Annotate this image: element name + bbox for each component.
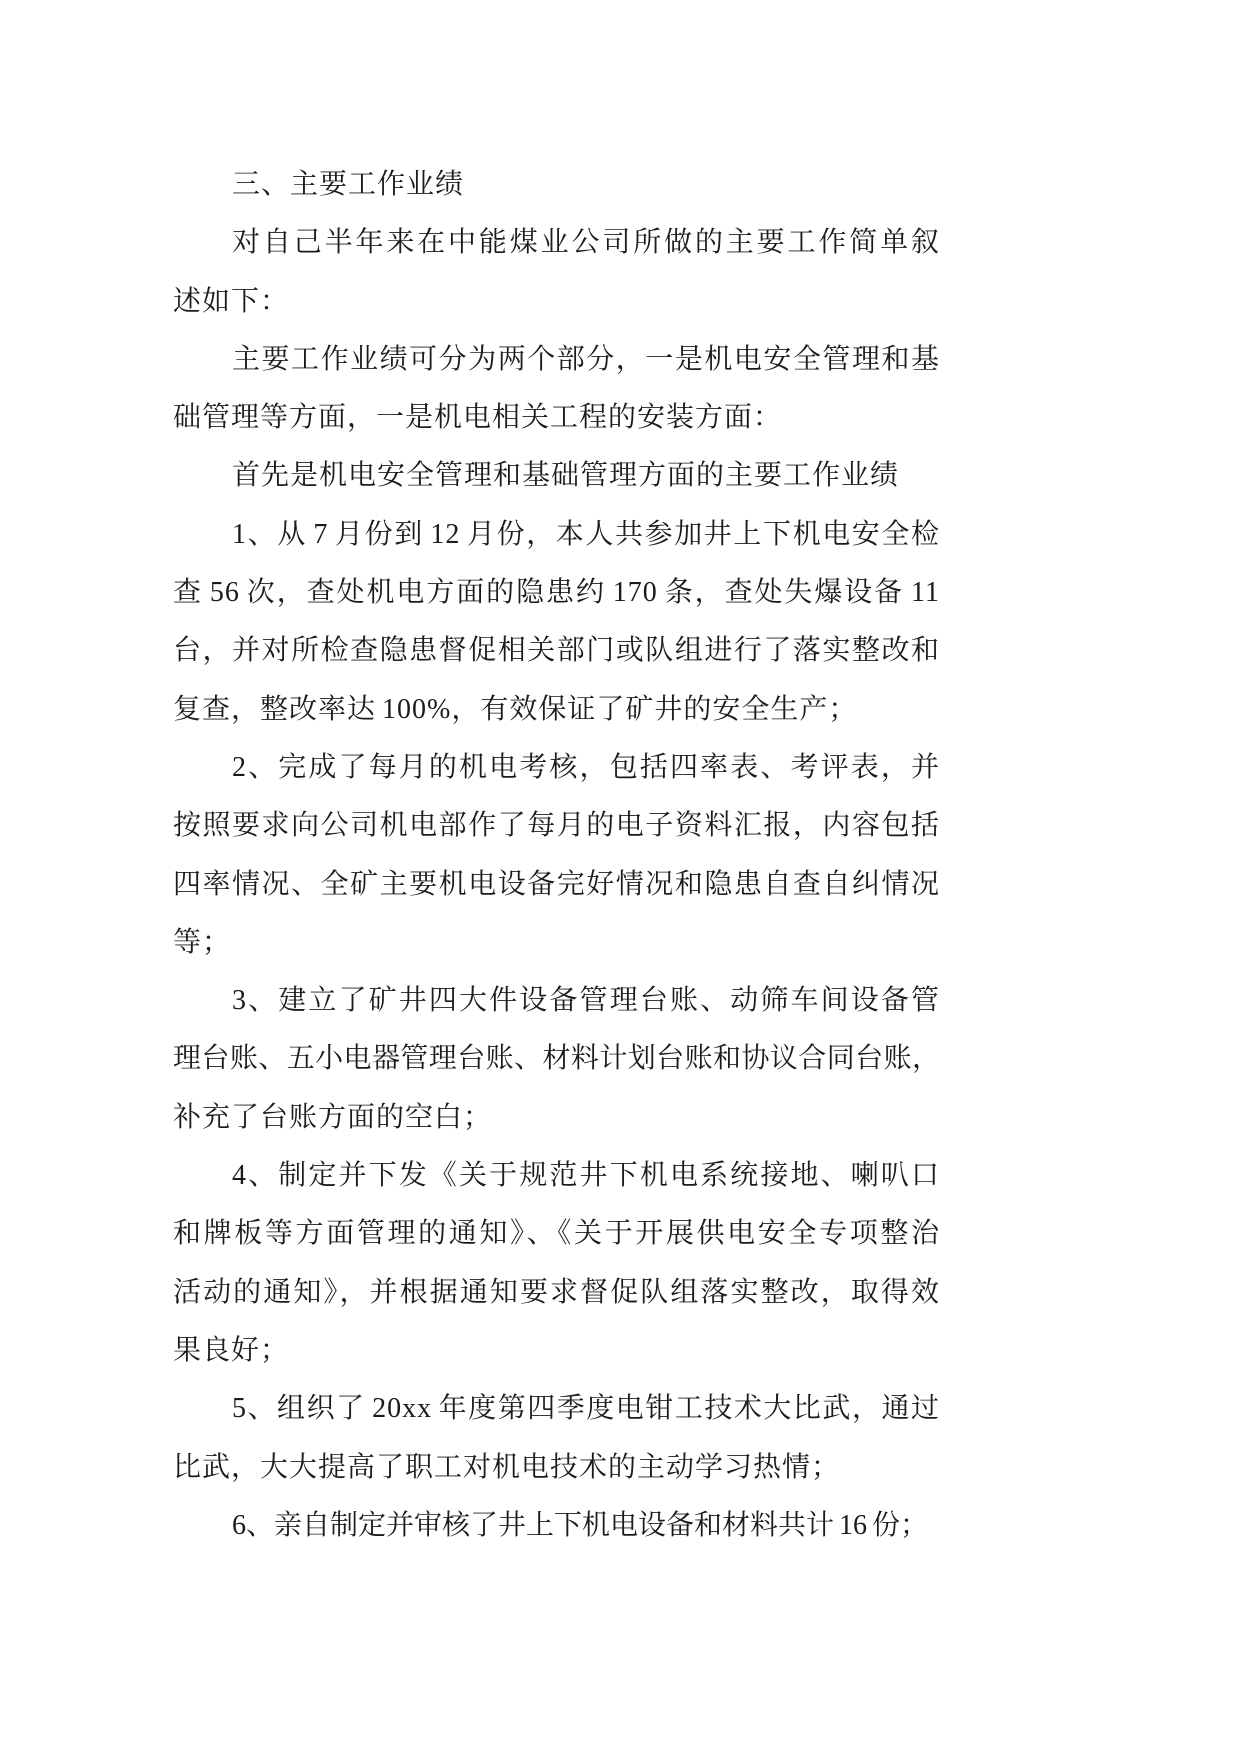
paragraph-subheading (173, 447, 940, 505)
list-item-2 (173, 739, 940, 972)
list-item-1 (173, 506, 940, 739)
paragraph-line: 台，并对所检查隐患督促相关部门或队组进行了落实整改和 (173, 635, 940, 667)
paragraph-overview (173, 331, 940, 448)
paragraph-line: 比武，大大提高了职工对机电技术的主动学习热情； (173, 1451, 841, 1483)
document-body (173, 156, 940, 1555)
paragraph-line: 1、从 7 月份到 12 月份，本人共参加井上下机电安全检 (232, 518, 940, 550)
list-item-6 (173, 1497, 940, 1555)
paragraph-line: 3、建立了矿井四大件设备管理台账、动筛车间设备管 (232, 985, 940, 1017)
paragraph-line: 补充了台账方面的空白； (173, 1101, 493, 1133)
paragraph-line: 理台账、五小电器管理台账、材料计划台账和协议合同台账， (173, 1043, 940, 1075)
paragraph-line: 等； (173, 926, 232, 958)
paragraph-line: 主要工作业绩可分为两个部分，一是机电安全管理和基 (232, 343, 940, 375)
paragraph-line: 4、制定并下发《关于规范井下机电系统接地、喇叭口 (232, 1160, 940, 1192)
list-item-4 (173, 1147, 940, 1380)
list-item-3 (173, 972, 940, 1147)
paragraph-line: 对自己半年来在中能煤业公司所做的主要工作简单叙 (232, 227, 940, 259)
paragraph-line: 2、完成了每月的机电考核，包括四率表、考评表，并 (232, 751, 940, 783)
list-item-5 (173, 1380, 940, 1497)
paragraph-line: 复查，整改率达 100%，有效保证了矿井的安全生产； (173, 693, 858, 725)
paragraph-line: 础管理等方面，一是机电相关工程的安装方面： (173, 402, 783, 434)
paragraph-line: 按照要求向公司机电部作了每月的电子资料汇报，内容包括 (173, 810, 940, 842)
paragraph-line: 首先是机电安全管理和基础管理方面的主要工作业绩 (232, 460, 900, 492)
paragraph-line: 述如下： (173, 285, 290, 317)
paragraph-line: 四率情况、全矿主要机电设备完好情况和隐患自查自纠情况 (173, 868, 940, 900)
paragraph-line: 6、亲自制定并审核了井上下机电设备和材料共计 16 份； (232, 1509, 929, 1541)
paragraph-intro (173, 214, 940, 331)
paragraph-line: 和牌板等方面管理的通知》、《关于开展供电安全专项整治 (173, 1218, 940, 1250)
section-heading (173, 156, 940, 214)
paragraph-line: 果良好； (173, 1334, 290, 1366)
heading-text: 三、主要工作业绩 (232, 169, 465, 200)
paragraph-line: 活动的通知》，并根据通知要求督促队组落实整改，取得效 (173, 1276, 940, 1308)
paragraph-line: 5、组织了 20xx 年度第四季度电钳工技术大比武，通过 (232, 1393, 940, 1425)
paragraph-line: 查 56 次，查处机电方面的隐患约 170 条，查处失爆设备 11 (173, 577, 940, 609)
